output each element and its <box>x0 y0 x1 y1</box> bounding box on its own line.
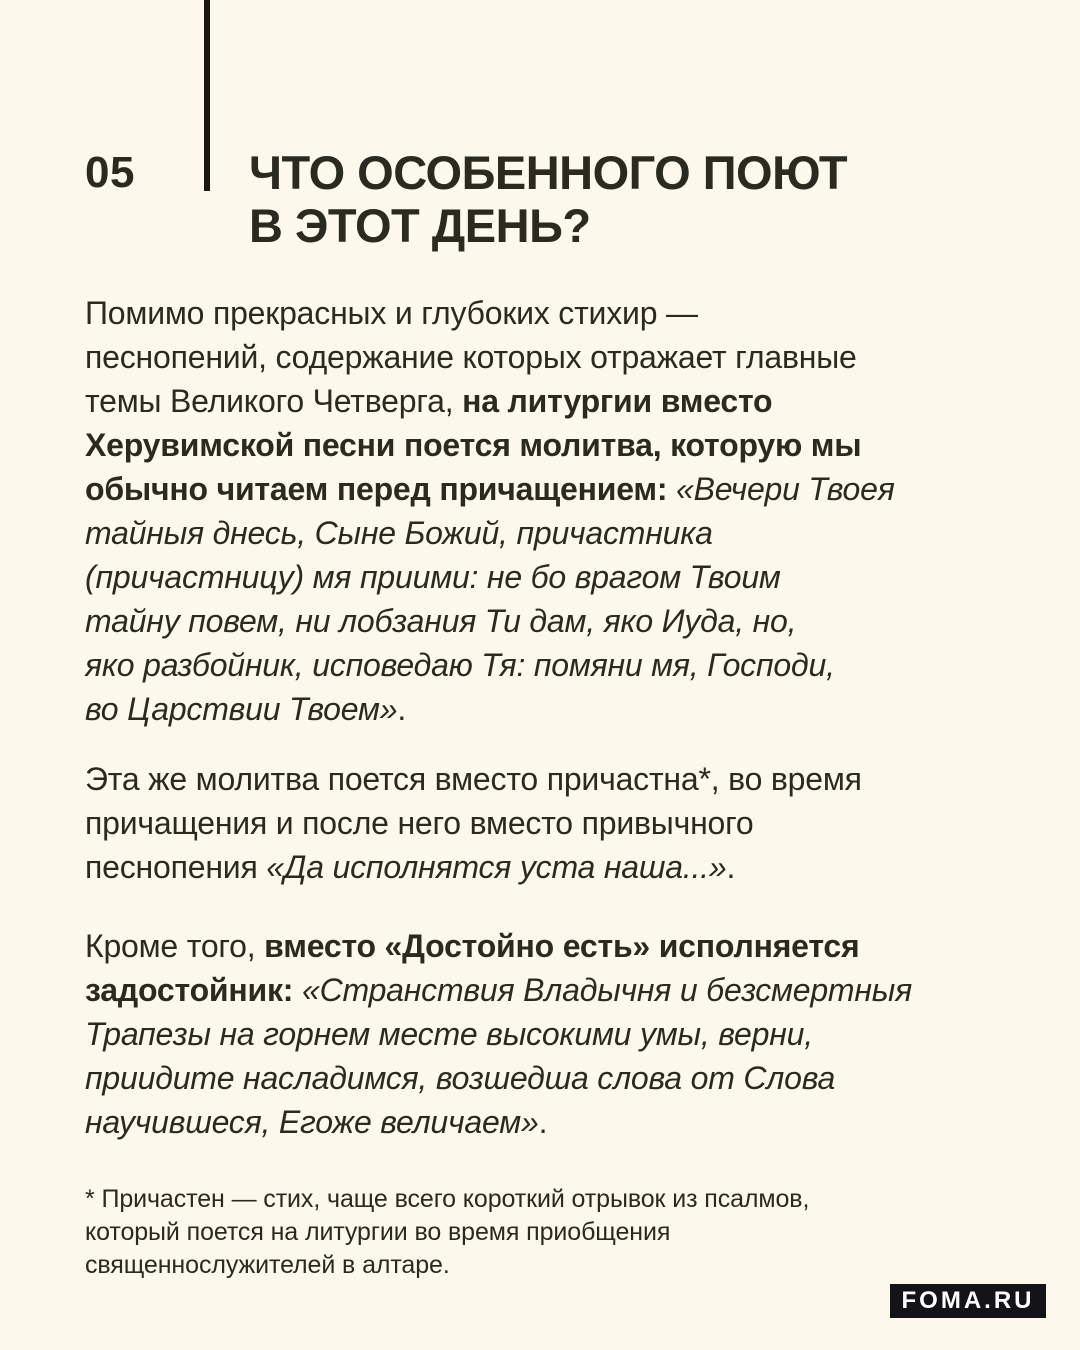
footnote: * Причастен — стих, чаще всего короткий отрывок из псалмов, который поется на литургии во время приобщения священнослужителей в алтаре. <box>85 1185 810 1279</box>
foma-logo-badge <box>890 1284 1046 1318</box>
section-number: 05 <box>85 148 135 197</box>
body-paragraph-1: Помимо прекрасных и глубоких стихир — песнопений, содержание которых отражает главные темы Великого Четверга, на литургии вместо Херувимской песни поется молитва, которую мы обычно читаем перед причащением: «Вечери Твоея тайныя днесь, Сыне Божий, причастника (причастницу) мя приими: не бо врагом Твоим тайну повем, ни лобзания Ти дам, яко Иуда, но, яко разбойник, исповедаю Тя: помяни мя, Господи, во Царствии Твоем». <box>85 295 895 727</box>
body-paragraph-3: Кроме того, вместо «Достойно есть» исполняется задостойник: «Странствия Владычня и безсмертныя Трапезы на горнем месте высокими умы, верни, приидите насладимся, возшедша слова от Слова научившеся, Егоже величаем». <box>85 928 913 1140</box>
foma-logo-label: FOMA.RU <box>901 1287 1035 1314</box>
body-paragraph-2: Эта же молитва поется вместо причастна*, во время причащения и после него вместо привычного песнопения «Да исполнятся уста наша...». <box>85 761 862 885</box>
page-title-line-1: ЧТО ОСОБЕННОГО ПОЮТ <box>249 146 848 199</box>
page-title-line-2: В ЭТОТ ДЕНЬ? <box>249 199 591 252</box>
page-title <box>249 146 847 252</box>
header-divider-line <box>204 0 210 191</box>
